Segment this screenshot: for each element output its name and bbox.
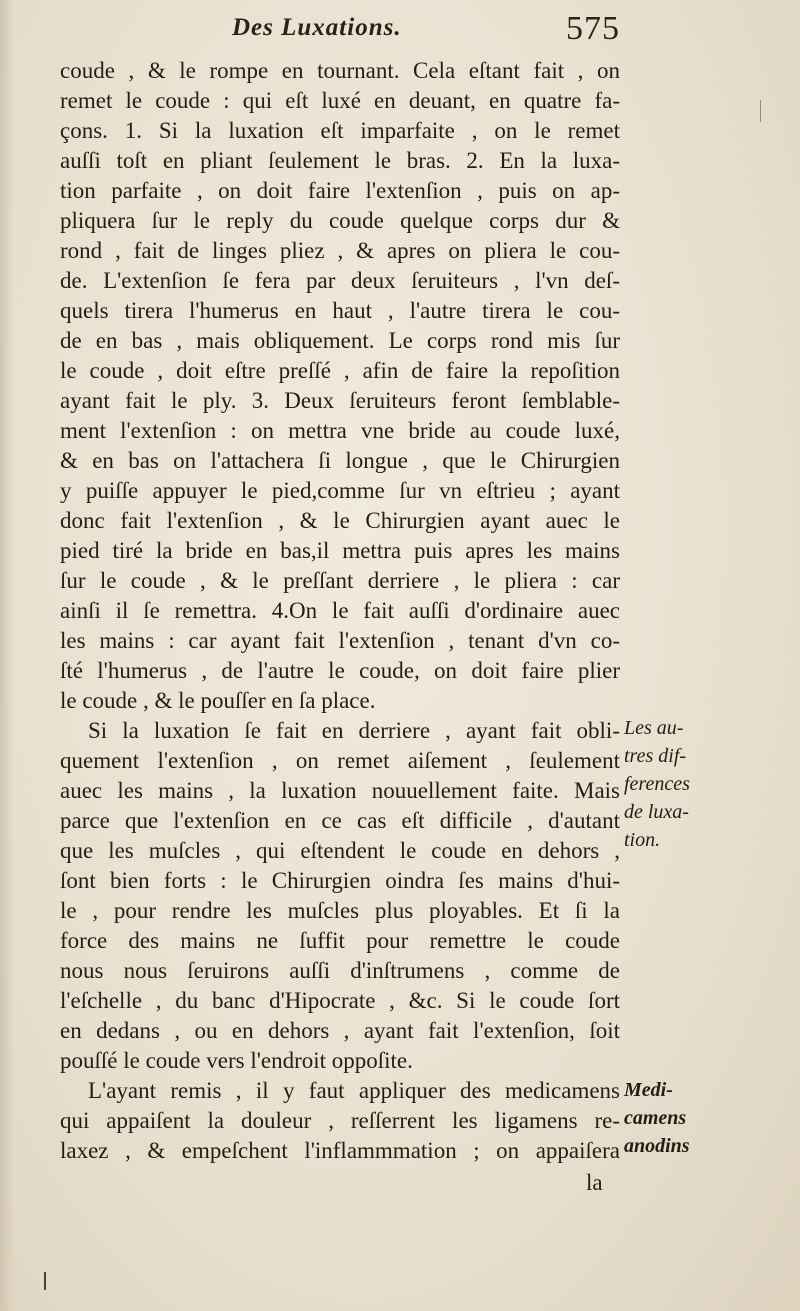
margin-note-line: Medi- bbox=[624, 1079, 673, 1101]
text-line: Si la luxation ſe fait en derriere , ayant fait obli- bbox=[88, 718, 620, 743]
text-line: ſont bien forts : le Chirurgien oindra ſes mains d'hui- bbox=[60, 868, 620, 893]
margin-note-line: anodins bbox=[624, 1135, 690, 1157]
text-line: auec les mains , la luxation nouuellement faite. Mais bbox=[60, 778, 620, 803]
ink-speck bbox=[760, 100, 761, 122]
text-line: l'eſchelle , du banc d'Hipocrate , &c. Si le coude ſort bbox=[60, 988, 620, 1013]
margin-note-line: tres dif- bbox=[624, 745, 687, 767]
text-line: donc fait l'extenſion , & le Chirurgien ayant auec le bbox=[60, 508, 620, 533]
text-line: le coude , & le pouſſer en ſa place. bbox=[60, 688, 376, 713]
text-line: y puiſſe appuyer le pied,comme ſur vn eſtrieu ; ayant bbox=[60, 478, 620, 503]
page-gutter-shadow bbox=[0, 0, 14, 1311]
text-line: ayant fait le ply. 3. Deux ſeruiteurs feront ſemblable- bbox=[60, 388, 620, 413]
margin-note-line: ferences bbox=[624, 773, 690, 795]
text-line: force des mains ne ſuffit pour remettre le coude bbox=[60, 928, 620, 953]
text-line: rond , fait de linges pliez , & apres on pliera le cou- bbox=[60, 238, 620, 263]
text-line: le , pour rendre les muſcles plus ployables. Et ſi la bbox=[60, 898, 620, 923]
margin-note-line: de luxa- bbox=[624, 801, 689, 823]
text-line: quels tirera l'humerus en haut , l'autre tirera le cou- bbox=[60, 298, 620, 323]
text-line: ſté l'humerus , de l'autre le coude, on doit faire plier bbox=[60, 658, 620, 683]
text-line: laxez , & empeſchent l'inflammmation ; on appaiſera bbox=[60, 1138, 620, 1163]
text-line: ment l'extenſion : on mettra vne bride au coude luxé, bbox=[60, 418, 620, 443]
margin-note-line: tion. bbox=[624, 829, 661, 851]
text-line: L'ayant remis , il y faut appliquer des medicamens bbox=[88, 1078, 620, 1103]
text-line: tion parfaite , on doit faire l'extenſion , puis on ap- bbox=[60, 178, 620, 203]
text-line: quement l'extenſion , on remet aiſement , ſeulement bbox=[60, 748, 620, 773]
text-line: parce que l'extenſion en ce cas eſt difficile , d'autant bbox=[60, 808, 620, 833]
text-line: les mains : car ayant fait l'extenſion , tenant d'vn co- bbox=[60, 628, 620, 653]
text-line: pliquera ſur le reply du coude quelque corps dur & bbox=[60, 208, 620, 233]
catchword: la bbox=[586, 1170, 603, 1195]
running-title: Des Luxations. bbox=[232, 14, 402, 41]
text-line: auſſi toſt en pliant ſeulement le bras. 2. En la luxa- bbox=[60, 148, 620, 173]
text-line: çons. 1. Si la luxation eſt imparfaite , on le remet bbox=[60, 118, 620, 143]
text-line: ainſi il ſe remettra. 4.On le fait auſſi d'ordinaire auec bbox=[60, 598, 620, 623]
text-line: & en bas on l'attachera ſi longue , que le Chirurgien bbox=[60, 448, 620, 473]
text-line: ſur le coude , & le preſſant derriere , le pliera : car bbox=[60, 568, 620, 593]
text-line: remet le coude : qui eſt luxé en deuant, en quatre fa- bbox=[60, 88, 620, 113]
text-line: pouſſé le coude vers l'endroit oppoſite. bbox=[60, 1048, 413, 1073]
text-line: en dedans , ou en dehors , ayant fait l'extenſion, ſoit bbox=[60, 1018, 620, 1043]
margin-note-line: Les au- bbox=[624, 717, 684, 739]
text-line: coude , & le rompe en tournant. Cela eſtant fait , on bbox=[60, 58, 620, 83]
text-line: pied tiré la bride en bas,il mettra puis apres les mains bbox=[60, 538, 620, 563]
margin-note-line: camens bbox=[624, 1107, 687, 1129]
ink-speck bbox=[44, 1272, 46, 1290]
text-line: qui appaiſent la douleur , reſſerrent les ligamens re- bbox=[60, 1108, 620, 1133]
text-line: nous nous ſeruirons auſſi d'inſtrumens , comme de bbox=[60, 958, 620, 983]
text-line: que les muſcles , qui eſtendent le coude en dehors , bbox=[60, 838, 620, 863]
text-line: de. L'extenſion ſe fera par deux ſeruiteurs , l'vn deſ- bbox=[60, 268, 620, 293]
page-number: 575 bbox=[566, 10, 620, 47]
text-line: le coude , doit eſtre preſſé , afin de faire la repoſition bbox=[60, 358, 620, 383]
text-line: de en bas , mais obliquement. Le corps rond mis ſur bbox=[60, 328, 620, 353]
